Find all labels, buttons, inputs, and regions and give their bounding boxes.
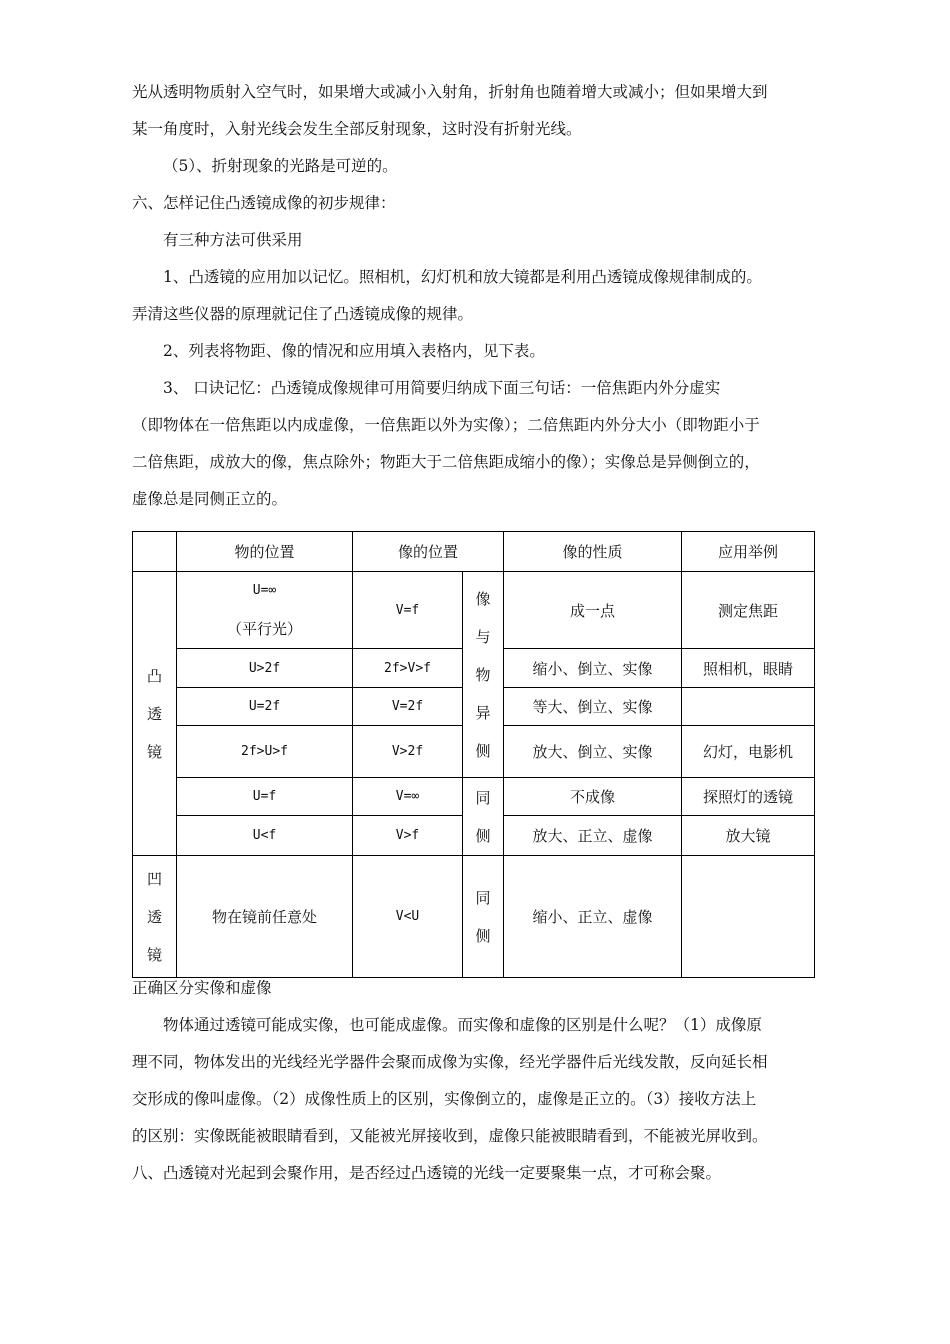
header-object-position: 物的位置 — [177, 532, 353, 572]
image-position: V=∞ — [353, 778, 463, 816]
text-line: 物体通过透镜可能成实像，也可能成虚像。而实像和虚像的区别是什么呢？（1）成像原 — [163, 1016, 762, 1034]
method-3-line: 虚像总是同侧正立的。 — [132, 490, 288, 508]
section-6-title: 六、怎样记住凸透镜成像的初步规律： — [132, 194, 396, 212]
item-5: （5）、折射现象的光路是可逆的。 — [163, 157, 398, 175]
image-nature: 缩小、倒立、实像 — [504, 649, 682, 688]
section-8-title: 八、凸透镜对光起到会聚作用，是否经过凸透镜的光线一定要聚集一点，才可称会聚。 — [132, 1164, 722, 1182]
image-position: V<U — [353, 856, 463, 978]
header-image-position: 像的位置 — [353, 532, 504, 572]
method-3-line: （即物体在一倍焦距以内成虚像，一倍焦距以外为实像）；二倍焦距内外分大小（即物距小于 — [132, 416, 760, 434]
example — [682, 688, 815, 726]
example: 幻灯，电影机 — [682, 726, 815, 778]
table-row — [133, 572, 815, 649]
example: 放大镜 — [682, 816, 815, 856]
method-2: 2、列表将物距、像的情况和应用填入表格内，见下表。 — [163, 342, 545, 360]
object-position: U>2f — [177, 649, 353, 688]
methods-intro: 有三种方法可供采用 — [163, 231, 303, 249]
object-position: U<f — [177, 816, 353, 856]
image-position: V=2f — [353, 688, 463, 726]
image-nature: 放大、正立、虚像 — [504, 816, 682, 856]
image-nature: 成一点 — [504, 572, 682, 649]
lens-imaging-table — [132, 531, 815, 978]
object-position: 2f>U>f — [177, 726, 353, 778]
table-row — [133, 856, 815, 978]
section-caption: 正确区分实像和虚像 — [132, 979, 272, 997]
image-nature: 缩小、正立、虚像 — [504, 856, 682, 978]
image-nature: 等大、倒立、实像 — [504, 688, 682, 726]
text-line: 理不同，物体发出的光线经光学器件会聚而成像为实像，经光学器件后光线发散，反向延长相 — [132, 1053, 768, 1071]
object-position: U=2f — [177, 688, 353, 726]
image-position: V=f — [353, 572, 463, 649]
image-position: 2f>V>f — [353, 649, 463, 688]
image-position: V>2f — [353, 726, 463, 778]
text-line: 的区别：实像既能被眼睛看到，又能被光屏接收到，虚像只能被眼睛看到，不能被光屏收到。 — [132, 1127, 768, 1145]
same-side-label: 同 侧 — [463, 778, 504, 856]
object-position: U=∞ （平行光） — [177, 572, 353, 649]
header-image-nature: 像的性质 — [504, 532, 682, 572]
object-position: U=f — [177, 778, 353, 816]
method-3-line: 二倍焦距，成放大的像，焦点除外；物距大于二倍焦距成缩小的像）；实像总是异侧倒立的， — [132, 453, 760, 471]
text-line: 交形成的像叫虚像。（2）成像性质上的区别，实像倒立的，虚像是正立的。（3）接收方法上 — [132, 1090, 757, 1108]
example — [682, 856, 815, 978]
image-position: V>f — [353, 816, 463, 856]
concave-same-side-label: 同 侧 — [463, 856, 504, 978]
image-nature: 放大、倒立、实像 — [504, 726, 682, 778]
method-3-line: 3、 口诀记忆：凸透镜成像规律可用简要归纳成下面三句话：一倍焦距内外分虚实 — [163, 379, 721, 397]
convex-lens-label: 凸 透 镜 — [133, 572, 177, 856]
method-1-line: 弄清这些仪器的原理就记住了凸透镜成像的规律。 — [132, 305, 474, 323]
example: 测定焦距 — [682, 572, 815, 649]
method-1-line: 1、凸透镜的应用加以记忆。照相机，幻灯机和放大镜都是利用凸透镜成像规律制成的。 — [163, 268, 762, 286]
example: 照相机，眼睛 — [682, 649, 815, 688]
intro-paragraph — [132, 74, 822, 518]
image-nature: 不成像 — [504, 778, 682, 816]
example: 探照灯的透镜 — [682, 778, 815, 816]
object-position: 物在镜前任意处 — [177, 856, 353, 978]
table-header-row — [133, 532, 815, 572]
header-example: 应用举例 — [682, 532, 815, 572]
real-virtual-section — [132, 970, 822, 1192]
header-corner — [133, 532, 177, 572]
concave-lens-label: 凹 透 镜 — [133, 856, 177, 978]
text-line: 某一角度时，入射光线会发生全部反射现象，这时没有折射光线。 — [132, 120, 582, 138]
text-line: 光从透明物质射入空气时，如果增大或减小入射角，折射角也随着增大或减小；但如果增大到 — [132, 83, 768, 101]
table-row — [133, 778, 815, 816]
opposite-side-label: 像 与 物 异 侧 — [463, 572, 504, 778]
